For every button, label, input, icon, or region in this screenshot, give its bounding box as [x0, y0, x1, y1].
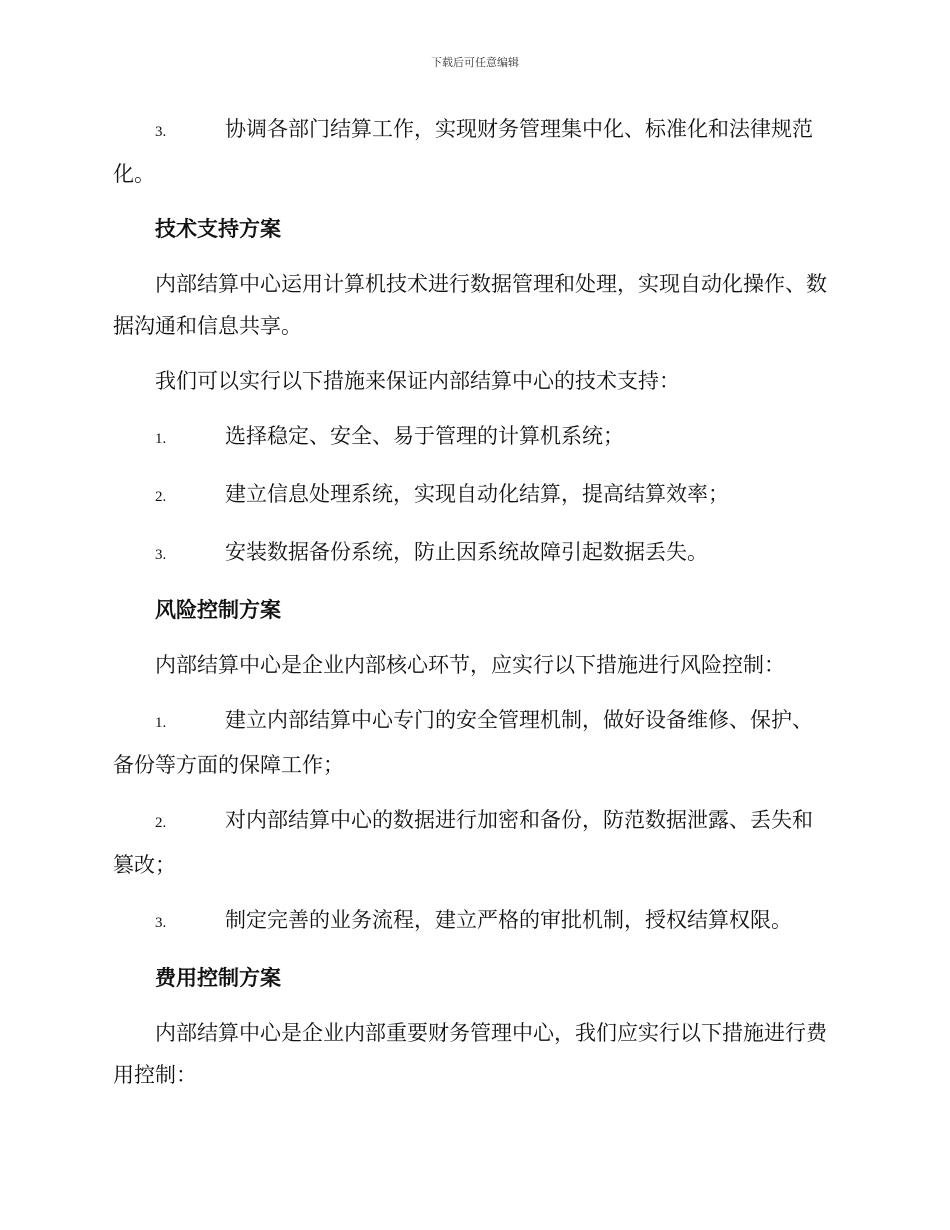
- list-item-number: 3.: [155, 124, 167, 140]
- list-item: [113, 531, 833, 576]
- list-item-text: 对内部结算中心的数据进行加密和备份，防范数据泄露、丢失和篡改；: [113, 808, 813, 877]
- list-item-number: 2.: [155, 815, 167, 831]
- list-item: [113, 899, 833, 944]
- list-item-number: 1.: [155, 431, 167, 447]
- list-item: [113, 108, 833, 195]
- list-item: [113, 415, 833, 460]
- section-heading-risk-control: 风险控制方案: [155, 597, 281, 622]
- list-item-text: 选择稳定、安全、易于管理的计算机系统；: [225, 424, 624, 448]
- list-item-text: 建立内部结算中心专门的安全管理机制，做好设备维修、保护、备份等方面的保障工作；: [113, 708, 813, 777]
- section-heading-tech-support: 技术支持方案: [155, 216, 281, 241]
- paragraph: 内部结算中心是企业内部核心环节，应实行以下措施进行风险控制：: [155, 653, 785, 677]
- list-item-text: 协调各部门结算工作，实现财务管理集中化、标准化和法律规范化。: [113, 117, 813, 186]
- list-item-text: 安装数据备份系统，防止因系统故障引起数据丢失。: [225, 540, 708, 564]
- page-header: 下载后可任意编辑: [431, 56, 519, 69]
- document-body: [113, 108, 833, 1109]
- paragraph: 我们可以实行以下措施来保证内部结算中心的技术支持：: [155, 369, 680, 393]
- list-item: [113, 799, 833, 886]
- list-item-number: 2.: [155, 489, 167, 505]
- section-heading-cost-control: 费用控制方案: [155, 965, 281, 990]
- list-item: [113, 473, 833, 518]
- list-item-number: 3.: [155, 915, 167, 931]
- list-item-number: 1.: [155, 715, 167, 731]
- paragraph: 内部结算中心运用计算机技术进行数据管理和处理，实现自动化操作、数据沟通和信息共享。: [113, 272, 827, 338]
- list-item-text: 建立信息处理系统，实现自动化结算，提高结算效率；: [225, 482, 729, 506]
- list-item-text: 制定完善的业务流程，建立严格的审批机制，授权结算权限。: [225, 908, 792, 932]
- list-item: [113, 699, 833, 786]
- list-item-number: 3.: [155, 547, 167, 563]
- paragraph: 内部结算中心是企业内部重要财务管理中心，我们应实行以下措施进行费用控制：: [113, 1021, 827, 1087]
